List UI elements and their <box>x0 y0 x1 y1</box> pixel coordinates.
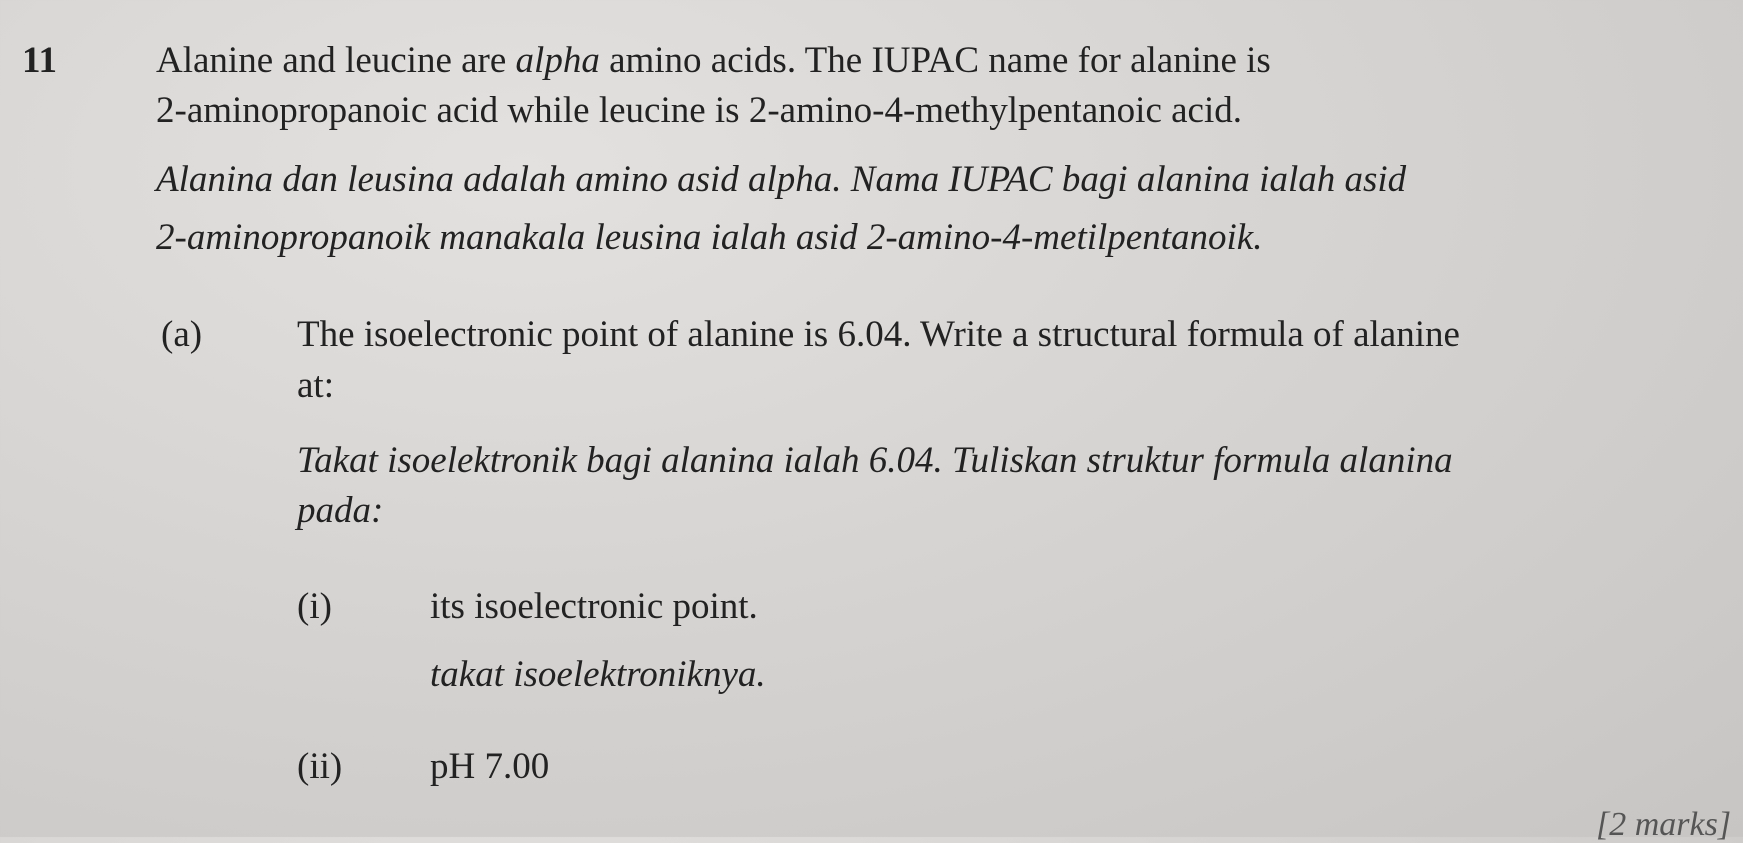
intro-english-line-1 <box>156 42 1271 79</box>
intro-english-line-1-post: amino acids. The IUPAC name for alanine is <box>599 40 1271 81</box>
sub-i-malay: takat isoelektroniknya. <box>430 654 766 695</box>
marks-label: [2 marks] <box>1596 806 1732 843</box>
sub-ii-english: pH 7.00 <box>430 746 550 787</box>
sub-i-label: (i) <box>297 586 332 627</box>
part-a-english-line-2: at: <box>297 365 334 406</box>
intro-english-alpha: alpha <box>515 40 600 81</box>
sub-i-english: its isoelectronic point. <box>430 586 758 627</box>
part-a-english-line-1: The isoelectronic point of alanine is 6.04. Write a structural formula of alanine <box>297 314 1460 355</box>
intro-malay-line-1: Alanina dan leusina adalah amino asid alpha. Nama IUPAC bagi alanina ialah asid <box>156 159 1407 200</box>
intro-english-line-2: 2-aminopropanoic acid while leucine is 2-amino-4-methylpentanoic acid. <box>156 90 1242 131</box>
part-a-malay-line-1: Takat isoelektronik bagi alanina ialah 6.04. Tuliskan struktur formula alanina <box>297 440 1453 481</box>
part-a-malay-line-2: pada: <box>297 490 384 531</box>
sub-ii-label: (ii) <box>297 746 343 787</box>
question-number: 11 <box>22 40 57 81</box>
intro-english-line-1-pre: Alanine and leucine are <box>156 40 516 81</box>
part-a-label: (a) <box>161 314 203 355</box>
intro-malay-line-2: 2-aminopropanoik manakala leusina ialah asid 2-amino-4-metilpentanoik. <box>156 217 1263 258</box>
